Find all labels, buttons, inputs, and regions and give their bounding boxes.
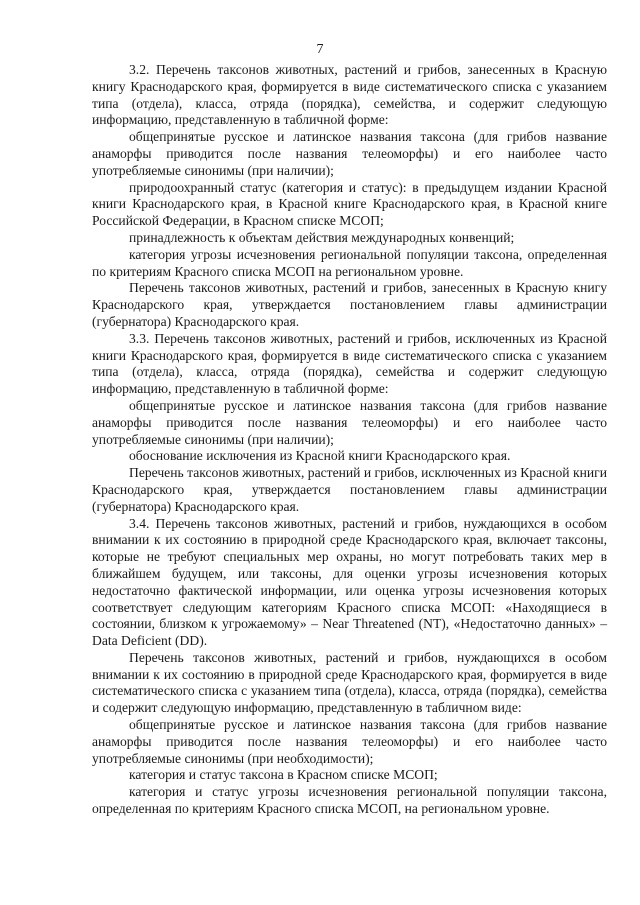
paragraph-list-item: общепринятые русское и латинское названия таксона (для грибов название анаморфы приводится после названия телеоморфы) и его наиболее часто употребляемые синонимы (при наличии);	[92, 129, 607, 178]
paragraph-list-item: общепринятые русское и латинское названия таксона (для грибов название анаморфы приводится после названия телеоморфы) и его наиболее часто употребляемые синонимы (при наличии);	[92, 397, 607, 447]
paragraph-list-item: принадлежность к объектам действия международных конвенций;	[129, 229, 515, 245]
paragraph-list-item: обоснование исключения из Красной книги Краснодарского края.	[129, 448, 511, 464]
paragraph-3-3-intro: 3.3. Перечень таксонов животных, растений и грибов, исключенных из Красной книги Краснодарского края, формируется в виде систематического списка с указанием типа (отдела), класса, отряда (порядка), семейства и содержит следующую информацию, представленную в табличной форме:	[92, 330, 607, 397]
paragraph-list-item: категория угрозы исчезновения региональной популяции таксона, определенная по критериям Красного списка МСОП на региональном уровне.	[92, 246, 607, 279]
paragraph-list-item: категория и статус угрозы исчезновения региональной популяции таксона, определенная по критериям Красного списка МСОП, на региональном уровне.	[92, 784, 607, 817]
paragraph-approval: Перечень таксонов животных, растений и грибов, исключенных из Красной книги Краснодарского края, утверждается постановлением главы администрации (губернатора) Краснодарского края.	[92, 465, 607, 514]
paragraph-3-4-intro: 3.4. Перечень таксонов животных, растений и грибов, нуждающихся в особом внимании к их состоянию в природной среде Краснодарского края, включает таксоны, которые не требуют специальных мер охраны, но могут потребовать таких мер в ближайшем будущем, или таксоны, для оценки угрозы исчезновения которых недостаточно фактической информации, или оценка угрозы исчезновения которых соответствует следующим категориям Красного списка МСОП: «Находящиеся в состоянии, близком к угрожаемому» – Near Threatened (NT), «Недостаточно данных» – Data Deficient (DD).	[92, 515, 607, 649]
paragraph-approval: Перечень таксонов животных, растений и грибов, занесенных в Красную книгу Краснодарского края, утверждается постановлением главы администрации (губернатора) Краснодарского края.	[92, 280, 607, 329]
paragraph-list-item: общепринятые русское и латинское названия таксона (для грибов название анаморфы приводится после названия телеоморфы) и его наиболее часто употребляемые синонимы (при необходимости);	[92, 717, 607, 766]
paragraph-list-intro: Перечень таксонов животных, растений и грибов, нуждающихся в особом внимании к их состоянию в природной среде Краснодарского края, формируется в виде систематического списка с указанием типа (отдела), класса, отряда (порядка), семейства и содержит следующую информацию, представленную в табличном виде:	[92, 649, 607, 716]
paragraph-3-2-intro: 3.2. Перечень таксонов животных, растений и грибов, занесенных в Красную книгу Краснодарского края, формируется в виде систематического списка с указанием типа (отдела), класса, отряда (порядка), семейства, и содержит следующую информацию, представленную в табличной форме:	[92, 62, 607, 128]
paragraph-list-item: категория и статус таксона в Красном списке МСОП;	[129, 767, 438, 783]
document-body	[92, 62, 607, 818]
paragraph-list-item: природоохранный статус (категория и статус): в предыдущем издании Красной книги Краснодарского края, в Красной книге Краснодарского края, в Красной книге Российской Федерации, в Красном списке МСОП;	[92, 179, 607, 229]
page-number: 7	[316, 42, 324, 57]
